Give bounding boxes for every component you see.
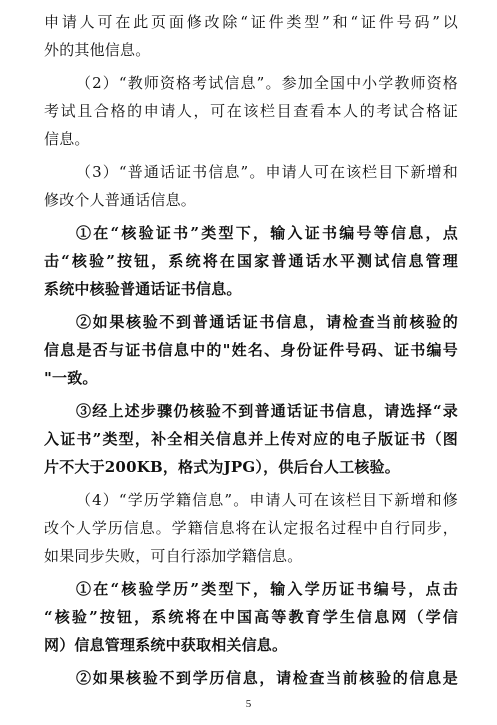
text-line: 如果同步失败，可自行添加学籍信息。 <box>44 547 303 565</box>
text-line: 信息是否与证书信息中的"姓名、身份证件号码、证书编号 <box>44 341 458 359</box>
text-line: 入证书”类型，补全相关信息并上传对应的电子版证书（图 <box>44 430 458 448</box>
text-line: （3）“普通话证书信息”。申请人可在该栏目下新增和 <box>76 163 458 181</box>
text-line: 系统中核验普通话证书信息。 <box>44 280 242 298</box>
text-line: “核验”按钮，系统将在中国高等教育学生信息网（学信 <box>44 608 458 626</box>
text-line: ①在“核验学历”类型下，输入学历证书编号，点击 <box>76 580 458 598</box>
text-line: ②如果核验不到学历信息，请检查当前核验的信息是 <box>76 669 458 687</box>
text-line: 击“核验”按钮，系统将在国家普通话水平测试信息管理 <box>44 252 458 270</box>
text-line: 信息。 <box>44 130 90 148</box>
text-line: 外的其他信息。 <box>44 41 151 59</box>
text-line: ①在“核验证书”类型下，输入证书编号等信息，点 <box>76 224 458 242</box>
text-line: 改个人学历信息。学籍信息将在认定报名过程中自行同步， <box>44 519 458 537</box>
text-line: （2）“教师资格考试信息”。参加全国中小学教师资格 <box>76 74 458 92</box>
page-number: 5 <box>245 698 252 710</box>
text-line: "一致。 <box>44 369 98 387</box>
text-line: 修改个人普通话信息。 <box>44 191 197 209</box>
text-line: （4）“学历学籍信息”。申请人可在该栏目下新增和修 <box>76 491 458 509</box>
text-line: 考试且合格的申请人，可在该栏目查看本人的考试合格证 <box>44 102 458 120</box>
text-line: 片不大于200KB，格式为JPG），供后台人工核验。 <box>44 458 400 476</box>
text-line: 申请人可在此页面修改除“证件类型”和“证件号码”以 <box>44 13 458 31</box>
text-line: ③经上述步骤仍核验不到普通话证书信息，请选择“录 <box>76 402 458 420</box>
text-line: 网）信息管理系统中获取相关信息。 <box>44 636 288 654</box>
text-line: ②如果核验不到普通话证书信息，请检查当前核验的 <box>76 313 458 331</box>
